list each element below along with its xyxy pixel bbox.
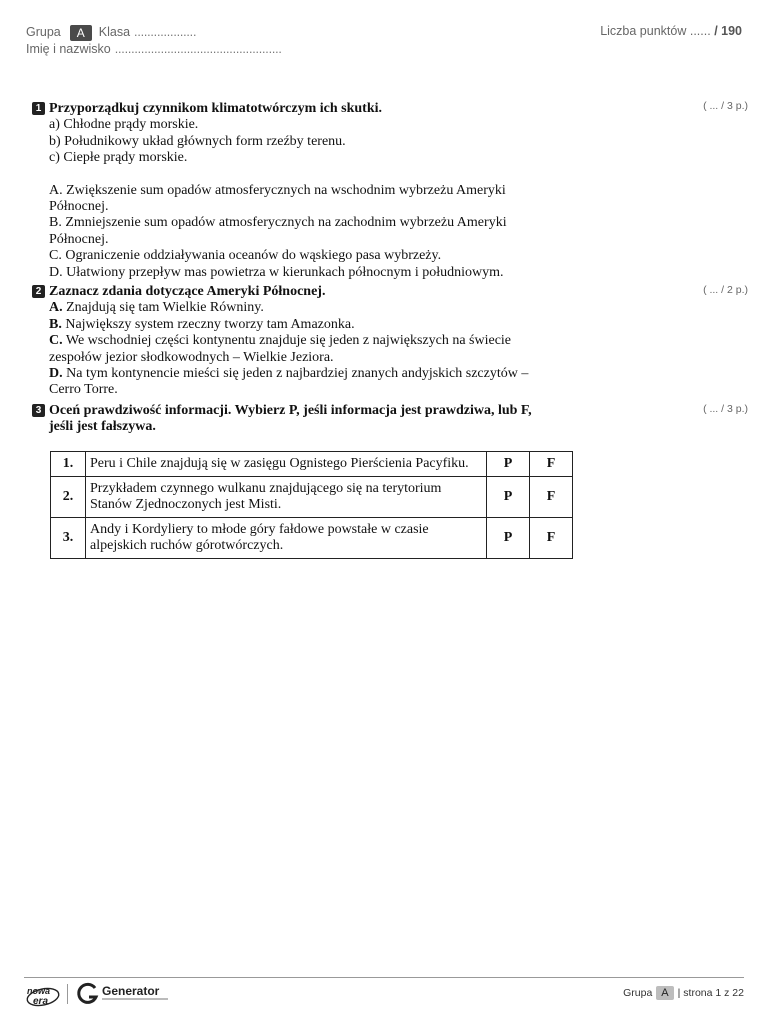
task-2-statement-c-cont: zespołów jezior słodkowodnych – Wielkie Jeziora.	[49, 349, 334, 365]
true-option[interactable]: P	[487, 477, 530, 518]
task-2-points: ( ... / 2 p.)	[703, 284, 748, 296]
task-1-item-b: b) Południkowy układ głównych form rzeźby terenu.	[49, 133, 346, 149]
task-2-statement-d-cont: Cerro Torre.	[49, 382, 118, 398]
task-1-points: ( ... / 3 p.)	[703, 100, 748, 112]
task-2-statement-a: A. Znajdują się tam Wielkie Równiny.	[49, 300, 264, 316]
points-dots: ......	[689, 24, 711, 38]
task-1-option-a: A. Zwiększenie sum opadów atmosferycznych na wschodnim wybrzeżu Ameryki	[49, 182, 506, 198]
true-false-table	[50, 451, 573, 559]
generator-subtitle	[102, 997, 168, 1004]
row-number: 3.	[51, 518, 86, 559]
task-2-number: 2	[32, 285, 45, 298]
generator-text: Generator	[102, 983, 160, 998]
task-1-command: Przyporządkuj czynnikom klimatotwórczym ich skutki.	[49, 101, 383, 116]
task-2-statement-c: C. We wschodniej części kontynentu znajduje się jeden z największych na świecie	[49, 333, 512, 349]
nowa-era-logo	[24, 982, 64, 1008]
generator-logo	[76, 982, 168, 1006]
task-2-statement-d: D. Na tym kontynencie mieści się jeden z najbardziej znanych andyjskich szczytów –	[49, 366, 529, 382]
task-2-statement-b: B. Największy system rzeczny tworzy tam Amazonka.	[49, 316, 355, 332]
table-row	[51, 452, 573, 477]
header-fields	[26, 24, 282, 58]
task-1-option-c: C. Ograniczenie oddziaływania oceanów do wąskiego pasa wybrzeży.	[49, 248, 442, 264]
row-statement: Andy i Kordyliery to młode góry fałdowe powstałe w czasie alpejskich ruchów górotwórczych.	[86, 518, 487, 559]
task-3-command: Oceń prawdziwość informacji. Wybierz P, jeśli informacja jest prawdziwa, lub F,	[49, 403, 532, 418]
generator-subtitle-bar	[102, 997, 168, 1002]
group-badge: A	[70, 25, 92, 41]
row-number: 1.	[51, 452, 86, 477]
task-1-item-c: c) Ciepłe prądy morskie.	[49, 150, 188, 166]
footer-group-badge: A	[656, 986, 673, 1000]
row-number: 2.	[51, 477, 86, 518]
task-3	[32, 403, 572, 436]
points-label: Liczba punktów	[600, 24, 687, 38]
task-3-command-cont: jeśli jest fałszywa.	[49, 419, 156, 435]
svg-text:nowa: nowa	[27, 986, 51, 996]
false-option[interactable]: F	[530, 477, 573, 518]
true-option[interactable]: P	[487, 518, 530, 559]
task-1-option-d: D. Ułatwiony przepływ mas powietrza w kierunkach północnym i południowym.	[49, 264, 504, 280]
group-label: Grupa	[26, 25, 61, 39]
row-statement: Peru i Chile znajdują się w zasięgu Ognistego Pierścienia Pacyfiku.	[86, 452, 487, 477]
task-1-option-a-cont: Północnej.	[49, 199, 109, 215]
table-row	[51, 518, 573, 559]
task-2-command: Zaznacz zdania dotyczące Ameryki Północnej.	[49, 284, 326, 299]
true-option[interactable]: P	[487, 452, 530, 477]
task-2	[32, 284, 572, 399]
row-statement: Przykładem czynnego wulkanu znajdującego się na terytorium Stanów Zjednoczonych jest Misti.	[86, 477, 487, 518]
footer-group-label: Grupa	[623, 987, 653, 999]
task-1-option-b-cont: Północnej.	[49, 231, 109, 247]
page-number: | strona 1 z 22	[677, 987, 744, 999]
footer-divider	[24, 977, 744, 978]
page-footer-info	[623, 986, 744, 1000]
name-row	[26, 41, 282, 58]
name-label: Imię i nazwisko	[26, 42, 111, 56]
task-1-number: 1	[32, 102, 45, 115]
task-3-points: ( ... / 3 p.)	[703, 403, 748, 415]
task-1	[32, 101, 572, 281]
logo-separator	[67, 984, 68, 1004]
generator-g-icon	[76, 982, 100, 1006]
class-label: Klasa	[98, 25, 131, 39]
name-dots: ...................................................	[114, 42, 282, 56]
group-class-row	[26, 24, 282, 41]
points-total: / 190	[714, 24, 742, 38]
points-summary	[600, 24, 742, 38]
false-option[interactable]: F	[530, 518, 573, 559]
table-row	[51, 477, 573, 518]
class-dots: ...................	[134, 25, 197, 39]
false-option[interactable]: F	[530, 452, 573, 477]
task-1-item-a: a) Chłodne prądy morskie.	[49, 117, 199, 133]
svg-text:era: era	[33, 996, 49, 1007]
task-3-number: 3	[32, 404, 45, 417]
task-1-option-b: B. Zmniejszenie sum opadów atmosferycznych na zachodnim wybrzeżu Ameryki	[49, 215, 507, 231]
